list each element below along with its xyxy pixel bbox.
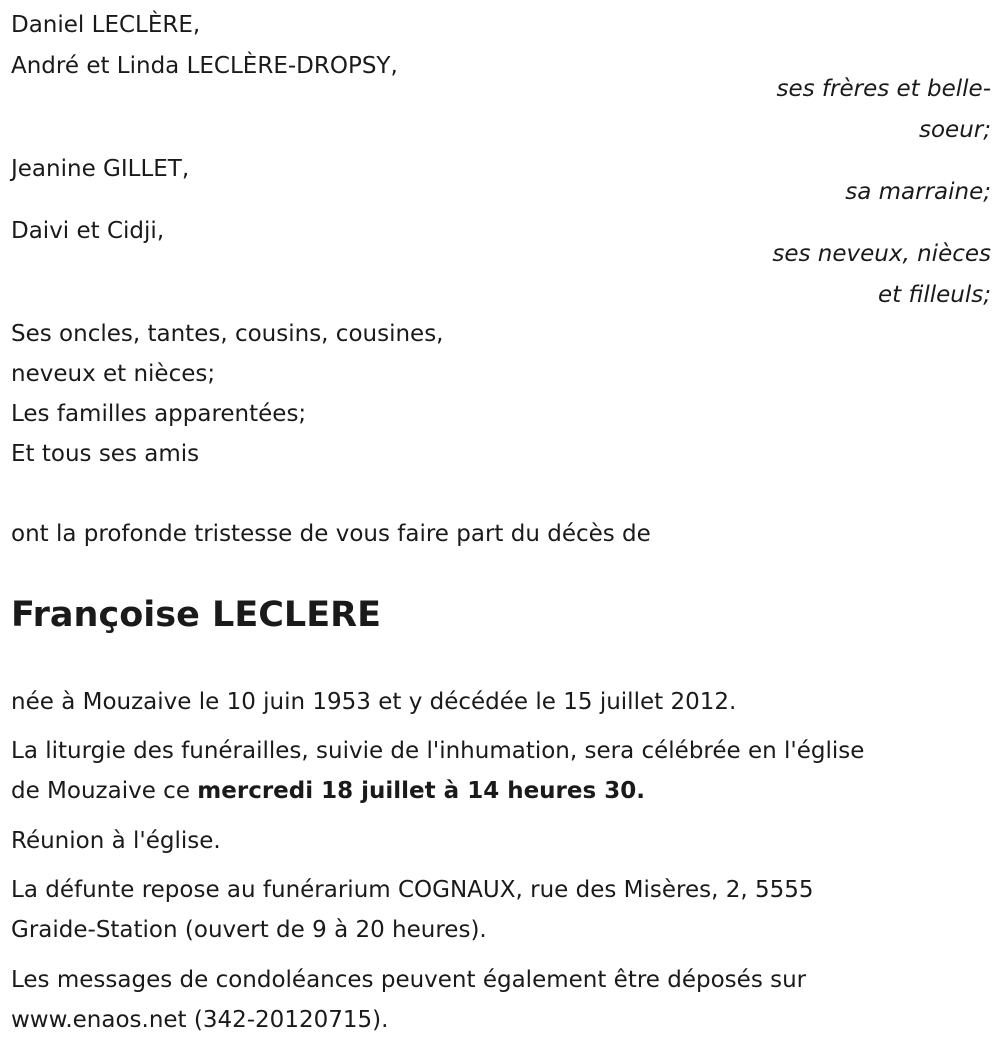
condolences-text: Les messages de condoléances peuvent également être déposés sur bbox=[11, 967, 807, 993]
liturgy-text bbox=[11, 776, 645, 806]
birth-death-text: née à Mouzaive le 10 juin 1953 et y décédée le 15 juillet 2012. bbox=[11, 689, 737, 715]
relation-label: sa marraine; bbox=[845, 179, 991, 205]
family-member-line: neveux et nièces; bbox=[11, 361, 216, 387]
announcement-text: ont la profonde tristesse de vous faire part du décès de bbox=[11, 521, 651, 547]
family-member-line: Les familles apparentées; bbox=[11, 401, 307, 427]
family-member-line: André et Linda LECLÈRE-DROPSY, bbox=[11, 53, 398, 79]
relation-label: soeur; bbox=[919, 117, 991, 143]
relation-label: et filleuls; bbox=[878, 282, 991, 308]
liturgy-datetime: mercredi 18 juillet à 14 heures 30. bbox=[197, 778, 645, 804]
relation-label: ses neveux, nièces bbox=[772, 241, 991, 267]
condolences-text: www.enaos.net (342-20120715). bbox=[11, 1007, 389, 1033]
meeting-text: Réunion à l'église. bbox=[11, 828, 221, 854]
family-member-line: Daniel LECLÈRE, bbox=[11, 12, 201, 38]
liturgy-text: La liturgie des funérailles, suivie de l'inhumation, sera célébrée en l'église bbox=[11, 738, 865, 764]
deceased-name: Françoise LECLERE bbox=[11, 595, 381, 635]
relation-label: ses frères et belle- bbox=[776, 76, 991, 102]
family-member-line: Ses oncles, tantes, cousins, cousines, bbox=[11, 321, 444, 347]
family-member-line: Daivi et Cidji, bbox=[11, 218, 165, 244]
funeral-home-text: Graide-Station (ouvert de 9 à 20 heures). bbox=[11, 917, 487, 943]
liturgy-location: de Mouzaive ce bbox=[11, 778, 198, 804]
funeral-home-text: La défunte repose au funérarium COGNAUX, rue des Misères, 2, 5555 bbox=[11, 877, 814, 903]
family-member-line: Jeanine GILLET, bbox=[11, 156, 190, 182]
family-member-line: Et tous ses amis bbox=[11, 441, 200, 467]
